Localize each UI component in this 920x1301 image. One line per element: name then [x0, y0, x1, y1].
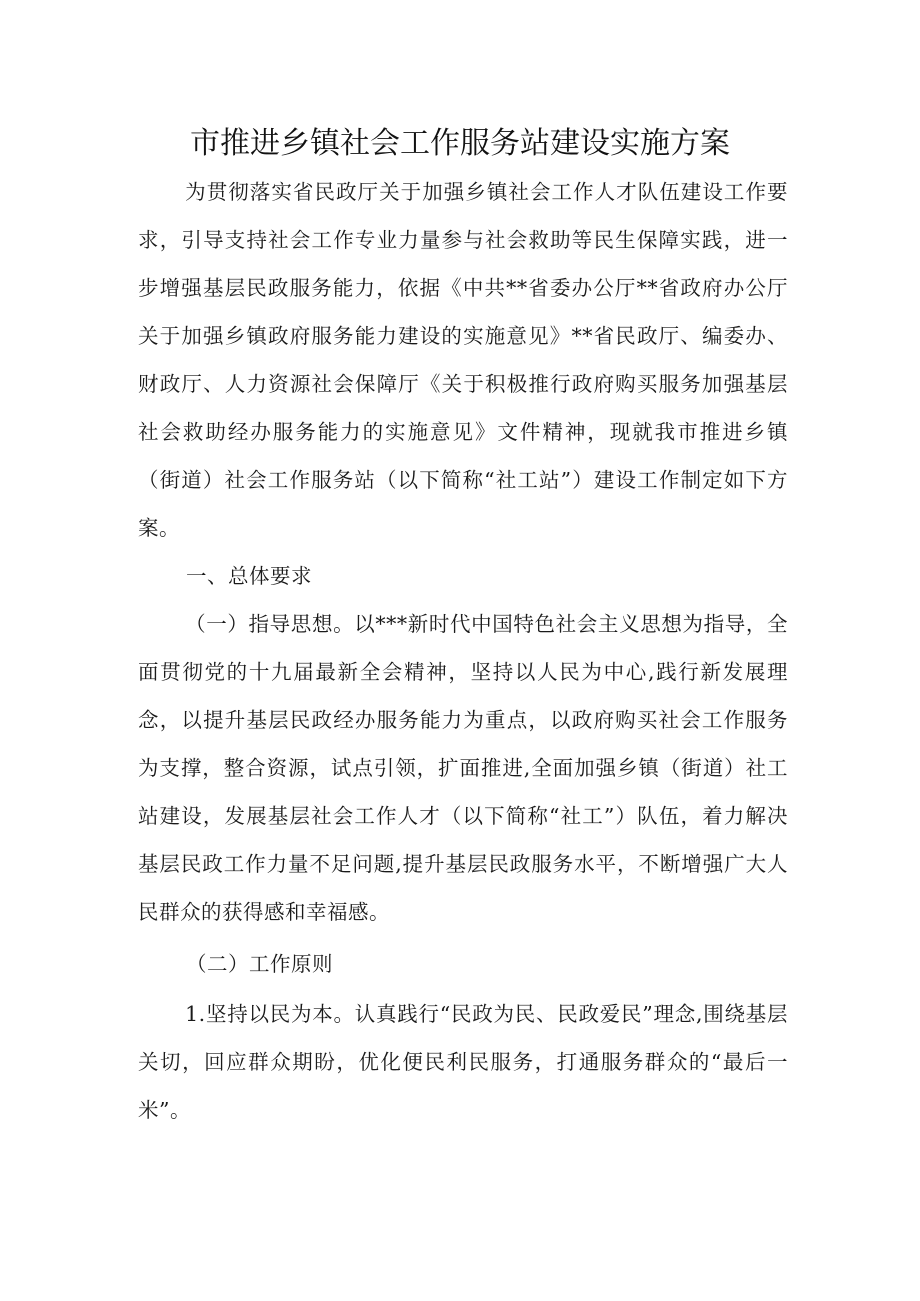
principle-1-paragraph: 1.坚持以民为本。认真践行“民政为民、民政爱民”理念,围绕基层关切，回应群众期盼，优化便民利民服务，打通服务群众的“最后一米”。: [138, 1002, 788, 1122]
document-title: 市推进乡镇社会工作服务站建设实施方案: [190, 126, 730, 161]
section-heading-work-principles: （二）工作原则: [186, 952, 333, 976]
intro-paragraph: 为贯彻落实省民政厅关于加强乡镇社会工作人才队伍建设工作要求，引导支持社会工作专业力量参与社会救助等民生保障实践，进一步增强基层民政服务能力，依据《中共**省委办公厅**省政府办公厅关于加强乡镇政府服务能力建设的实施意见》**省民政厅、编委办、财政厅、人力资源社会保障厅《关于积极推行政府购买服务加强基层社会救助经办服务能力的实施意见》文件精神，现就我市推进乡镇（街道）社会工作服务站（以下简称“社工站”）建设工作制定如下方案。: [138, 180, 788, 540]
guiding-thought-paragraph: （一）指导思想。以***新时代中国特色社会主义思想为指导，全面贯彻党的十九届最新全会精神，坚持以人民为中心,践行新发展理念，以提升基层民政经办服务能力为重点，以政府购买社会工作服务为支撑，整合资源，试点引领，扩面推进,全面加强乡镇（街道）社工站建设，发展基层社会工作人才（以下简称“社工”）队伍，着力解决基层民政工作力量不足问题,提升基层民政服务水平，不断增强广大人民群众的获得感和幸福感。: [138, 612, 788, 924]
section-heading-general-requirements: 一、总体要求: [186, 564, 312, 588]
